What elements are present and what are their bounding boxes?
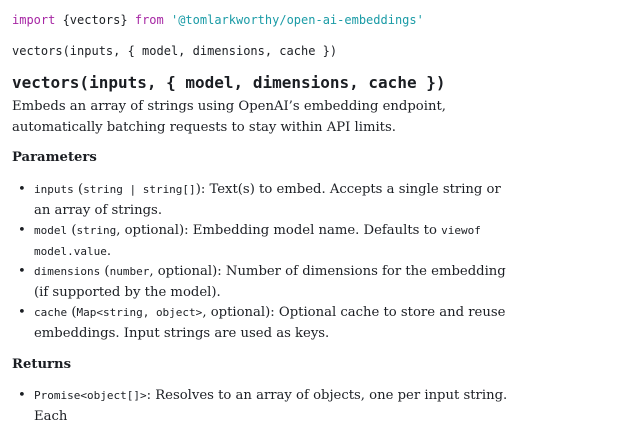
param-description: , optional): Number of dimensions for the embedding (if supported by the model). [34,264,506,300]
param-name: cache [34,306,68,319]
param-type: string | string[] [83,183,196,196]
function-heading: vectors(inputs, { model, dimensions, cache }) [12,73,446,92]
param-type: Map<string, object> [76,306,203,319]
parameters-heading: Parameters [12,150,97,165]
param-name: dimensions [34,265,101,278]
module-string: '@tomlarkworthy/open-ai-embeddings' [163,13,424,27]
bullet-icon: • [18,264,26,279]
param-type: number [109,265,150,278]
bullet-icon: • [18,223,26,238]
signature-code: vectors(inputs, { model, dimensions, cache }) [12,44,338,58]
bullet-icon: • [18,182,26,197]
function-description: Embeds an array of strings using OpenAI’s embedding endpoint, automatically batching requests to stay within API limits. [12,99,446,135]
param-paren: ( [73,182,84,197]
param-item-model [12,221,512,262]
param-default-code: viewof model.value [34,224,481,258]
param-item-dimensions [12,262,512,303]
returns-heading: Returns [12,357,71,372]
bullet-icon: • [18,388,26,403]
param-paren: ( [100,264,110,279]
param-description: , optional): Embedding model name. Defaults to [116,223,442,238]
parameters-list [12,180,512,344]
param-item-inputs [12,180,512,221]
import-keyword: import [12,13,56,27]
param-description: , optional): Optional cache to store and reuse embeddings. Input strings are used as keys. [34,305,506,341]
returns-list [12,386,512,427]
param-name: inputs [34,183,74,196]
return-description: : Resolves to an array of objects, one per input string. Each [34,388,508,424]
param-paren: ( [67,223,77,238]
param-period: . [106,243,112,259]
param-paren: ): [195,182,210,197]
param-item-cache [12,303,512,344]
param-name: model [34,224,68,237]
import-statement [12,12,424,28]
param-description: Text(s) to embed. Accepts a single string or an array of strings. [34,182,501,218]
param-type: string [76,224,117,237]
import-names: {vectors} [55,13,135,27]
from-keyword: from [134,13,164,27]
param-paren: ( [67,305,77,320]
return-item [12,386,512,427]
return-type: Promise<object[]> [34,389,147,402]
bullet-icon: • [18,305,26,320]
